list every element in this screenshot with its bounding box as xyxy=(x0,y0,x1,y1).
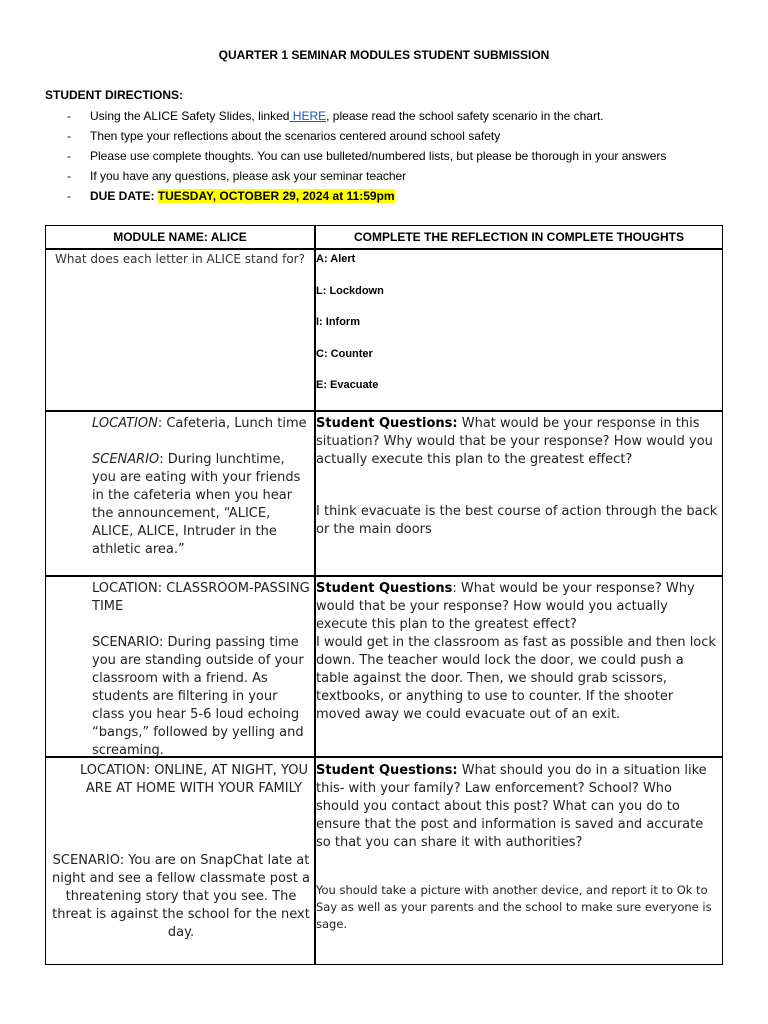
col1-header: MODULE NAME: ALICE xyxy=(113,230,247,244)
classroom-scenario-text: SCENARIO: During passing time you are standing outside of your classroom with a friend. As students are filtering in your class you hear 5-6 loud echoing “bangs,” followed by yelling and screaming. xyxy=(92,635,304,758)
cafeteria-scenario-text: SCENARIO: During lunchtime, you are eating with your friends in the cafeteria when you hear the announcement, “ALICE, ALICE, ALICE, Intruder in the athletic area.” xyxy=(92,452,301,557)
due-date-label: DUE DATE: xyxy=(90,189,155,203)
directions-heading: STUDENT DIRECTIONS: xyxy=(45,88,183,102)
alice-answer-e: E: Evacuate xyxy=(316,379,379,391)
col2-header: COMPLETE THE REFLECTION IN COMPLETE THOUGHTS xyxy=(354,230,684,244)
cafeteria-location: LOCATION: Cafeteria, Lunch time xyxy=(92,416,307,431)
alice-answers xyxy=(316,253,716,411)
row-divider xyxy=(46,248,722,250)
online-reflection: Student Questions: What should you do in a situation like this- with your family? Law enforcement? School? Who should you contact about this post? What can you do to ensure that the post and information is saved and accurate so that you can share it with authorities? You should take a picture with another device, and report it to Ok to Say as well as your parents and the school to make sure everyone is sage. xyxy=(316,762,718,933)
cafeteria-answer: I think evacuate is the best course of action through the back or the main doors xyxy=(316,504,718,537)
classroom-scenario xyxy=(92,580,310,760)
page-title: QUARTER 1 SEMINAR MODULES STUDENT SUBMISSION xyxy=(218,48,550,62)
direction-item: - If you have any questions, please ask your seminar teacher xyxy=(67,169,407,183)
row-divider xyxy=(46,575,722,577)
reflection-table xyxy=(45,225,723,965)
alice-answer-l: L: Lockdown xyxy=(316,284,384,297)
alice-answer-i: I: Inform xyxy=(316,316,360,328)
classroom-answer: I would get in the classroom as fast as possible and then lock down. The teacher would lock the door, we could push a table against the door. Then, we should grab scissors, textbooks, or anything to use to counter. If the shooter moved away we could evacuate out of an exit. xyxy=(316,635,716,722)
cafeteria-scenario xyxy=(92,415,310,559)
alice-answer-c: C: Counter xyxy=(316,347,373,360)
direction-item-due-date: - DUE DATE: TUESDAY, OCTOBER 29, 2024 at 11:59pm xyxy=(67,189,395,203)
online-scenario-text: SCENARIO: You are on SnapChat late at night and see a fellow classmate post a threatening story that you see. The threat is against the school for the next day. xyxy=(52,853,310,940)
directions-list xyxy=(45,107,666,207)
direction-item: - Then type your reflections about the scenarios centered around school safety xyxy=(67,129,501,143)
online-scenario xyxy=(50,762,312,942)
cafeteria-reflection: Student Questions: What would be your response in this situation? Why would that be your response? How would you actually execute this plan to the greatest effect? I think evacuate is the best course of action through the back or the main doors xyxy=(316,416,718,537)
slides-link[interactable]: HERE xyxy=(292,109,327,123)
alice-answer-a: A: Alert xyxy=(316,253,356,265)
alice-question: What does each letter in ALICE stand for? xyxy=(55,252,305,266)
direction-item: - Using the ALICE Safety Slides, linked HERE, please read the school safety scenario in the chart. xyxy=(67,109,604,123)
due-date-value: TUESDAY, OCTOBER 29, 2024 at 11:59pm xyxy=(157,189,395,203)
online-location: LOCATION: ONLINE, AT NIGHT, YOU ARE AT HOME WITH YOUR FAMILY xyxy=(79,763,308,796)
classroom-reflection: Student Questions: What would be your response? Why would that be your response? How would you actually execute this plan to the greatest effect? I would get in the classroom as fast as possible and then lock down. The teacher would lock the door, we could push a table against the door. Then, we should grab scissors, textbooks, or anything to use to counter. If the shooter moved away we could evacuate out of an exit. xyxy=(316,580,718,724)
direction-item: - Please use complete thoughts. You can use bulleted/numbered lists, but please be thorough in your answers xyxy=(67,149,667,163)
online-answer: You should take a picture with another device, and report it to Ok to Say as well as your parents and the school to make sure everyone is sage. xyxy=(316,883,712,931)
classroom-location: LOCATION: CLASSROOM-PASSING TIME xyxy=(92,581,310,614)
